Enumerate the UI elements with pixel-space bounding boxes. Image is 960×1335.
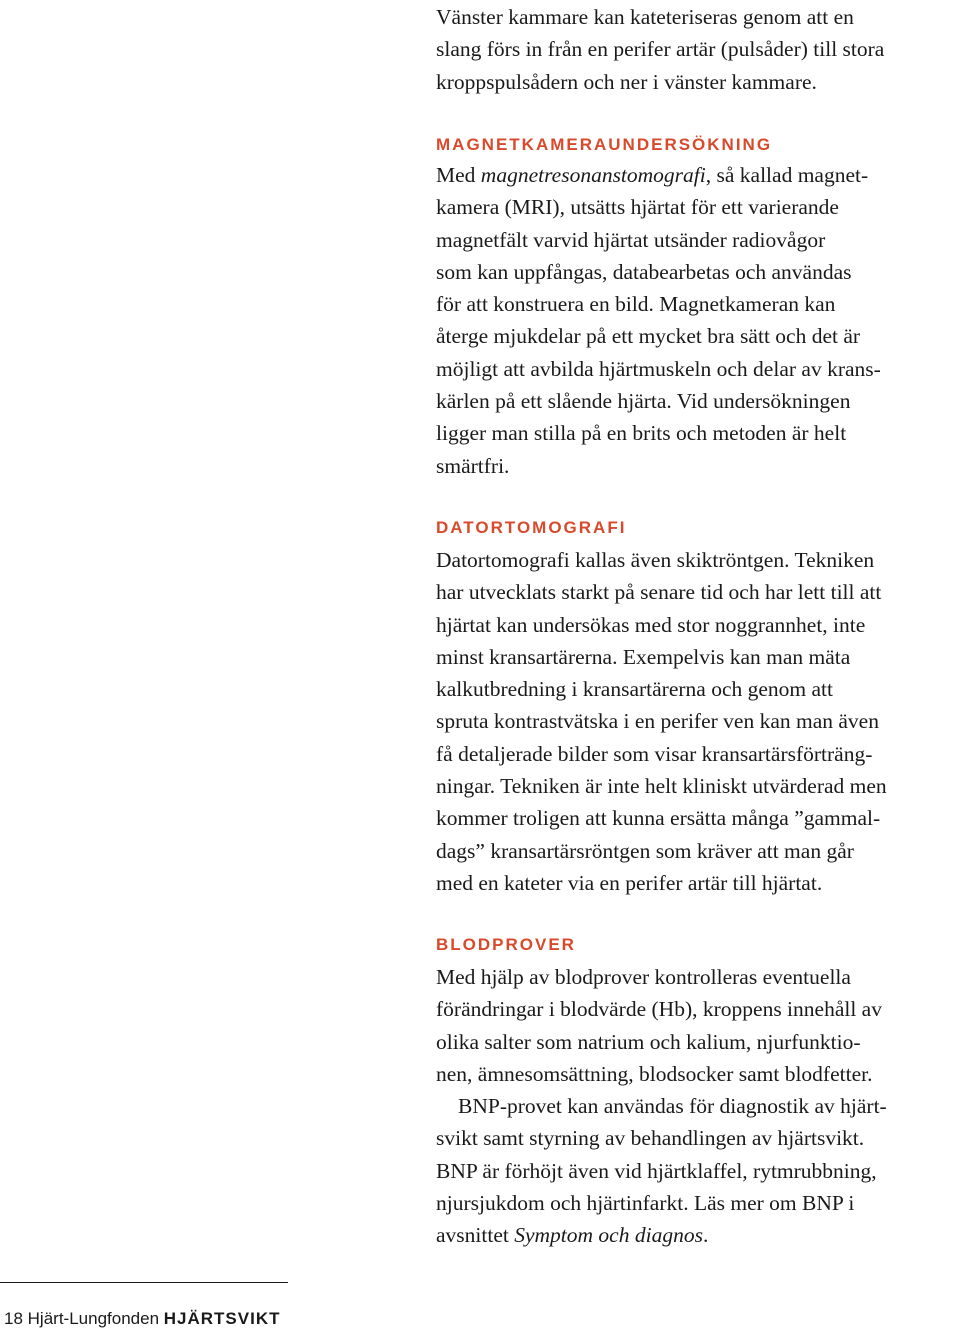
text-line: möjligt att avbilda hjärtmuskeln och delar av krans-: [436, 356, 881, 381]
text-line: spruta kontrastvätska i en perifer ven kan man även: [436, 709, 879, 734]
text-line: minst kransartärerna. Exempelvis kan man mäta: [436, 644, 851, 669]
text-line: Datortomografi kallas även skiktröntgen. Tekniken: [436, 548, 875, 572]
text-line: magnetfält varvid hjärtat utsänder radiovågor: [436, 227, 826, 252]
blood-tests-paragraph: [436, 961, 887, 1252]
text-fragment: .: [702, 1223, 709, 1248]
text-line: med en kateter via en perifer artär till hjärtat.: [436, 870, 823, 895]
text-line: [436, 1219, 887, 1251]
text-line: Vänster kammare kan kateteriseras genom att en: [436, 5, 854, 29]
footer-divider: [0, 1282, 288, 1283]
footer-publication-title: HJÄRTSVIKT: [163, 1309, 281, 1328]
text-line: dags” kransartärsröntgen som kräver att man går: [436, 838, 854, 863]
text-line: som kan uppfångas, databearbetas och användas: [436, 259, 852, 284]
text-line: Med hjälp av blodprover kontrolleras eventuella: [436, 965, 851, 989]
text-line: återge mjukdelar på ett mycket bra sätt och det är: [436, 324, 861, 349]
footer-organization: Hjärt-Lungfonden: [27, 1309, 160, 1328]
text-line: slang förs in från en perifer artär (pulsåder) till stora: [436, 37, 885, 62]
text-line: hjärtat kan undersökas med stor noggrannhet, inte: [436, 612, 866, 637]
text-line: ligger man stilla på en brits och metoden är helt: [436, 421, 847, 446]
mri-paragraph: [436, 159, 881, 482]
heading-magnetkamera: MAGNETKAMERAUNDERSÖKNING: [436, 135, 773, 154]
text-line: smärtfri.: [436, 453, 510, 478]
text-line: olika salter som natrium och kalium, njurfunktio-: [436, 1029, 861, 1054]
text-line: ningar. Tekniken är inte helt kliniskt utvärderad men: [436, 774, 887, 799]
text-line: BNP-provet kan användas för diagnostik av hjärt-: [458, 1094, 887, 1119]
text-line: för att konstruera en bild. Magnetkameran kan: [436, 292, 836, 317]
text-line: kalkutbredning i kransartärerna och genom att: [436, 677, 834, 702]
heading-datortomografi: DATORTOMOGRAFI: [436, 518, 627, 537]
text-line: njursjukdom och hjärtinfarkt. Läs mer om BNP i: [436, 1191, 855, 1216]
text-fragment: Med: [436, 163, 481, 187]
text-line: kärlen på ett slående hjärta. Vid undersökningen: [436, 389, 851, 414]
text-line: BNP är förhöjt även vid hjärtklaffel, rytmrubbning,: [436, 1158, 877, 1183]
text-line: svikt samt styrning av behandlingen av hjärtsvikt.: [436, 1126, 865, 1151]
text-line: kroppspulsådern och ner i vänster kammare.: [436, 69, 817, 94]
italic-term: magnetresonanstomografi: [480, 163, 706, 187]
text-fragment: avsnittet: [436, 1223, 515, 1248]
text-line: har utvecklats starkt på senare tid och har lett till att: [436, 580, 882, 605]
text-line: förändringar i blodvärde (Hb), kroppens innehåll av: [436, 997, 882, 1022]
italic-section-reference: Symptom och diagnos: [514, 1223, 703, 1248]
text-line: kommer troligen att kunna ersätta många ”gammal-: [436, 806, 881, 831]
text-line: kamera (MRI), utsätts hjärtat för ett varierande: [436, 195, 839, 220]
heading-blodprover: BLODPROVER: [436, 935, 576, 954]
text-line: nen, ämnesomsättning, blodsocker samt blodfetter.: [436, 1061, 873, 1086]
text-fragment: , så kallad magnet-: [705, 163, 869, 187]
ct-paragraph: [436, 544, 887, 899]
text-line: [436, 159, 881, 191]
page-footer: [4, 1308, 281, 1330]
text-line: få detaljerade bilder som visar kransartärsförträng-: [436, 741, 873, 766]
page-number: 18: [4, 1309, 23, 1328]
intro-paragraph: [436, 1, 884, 98]
